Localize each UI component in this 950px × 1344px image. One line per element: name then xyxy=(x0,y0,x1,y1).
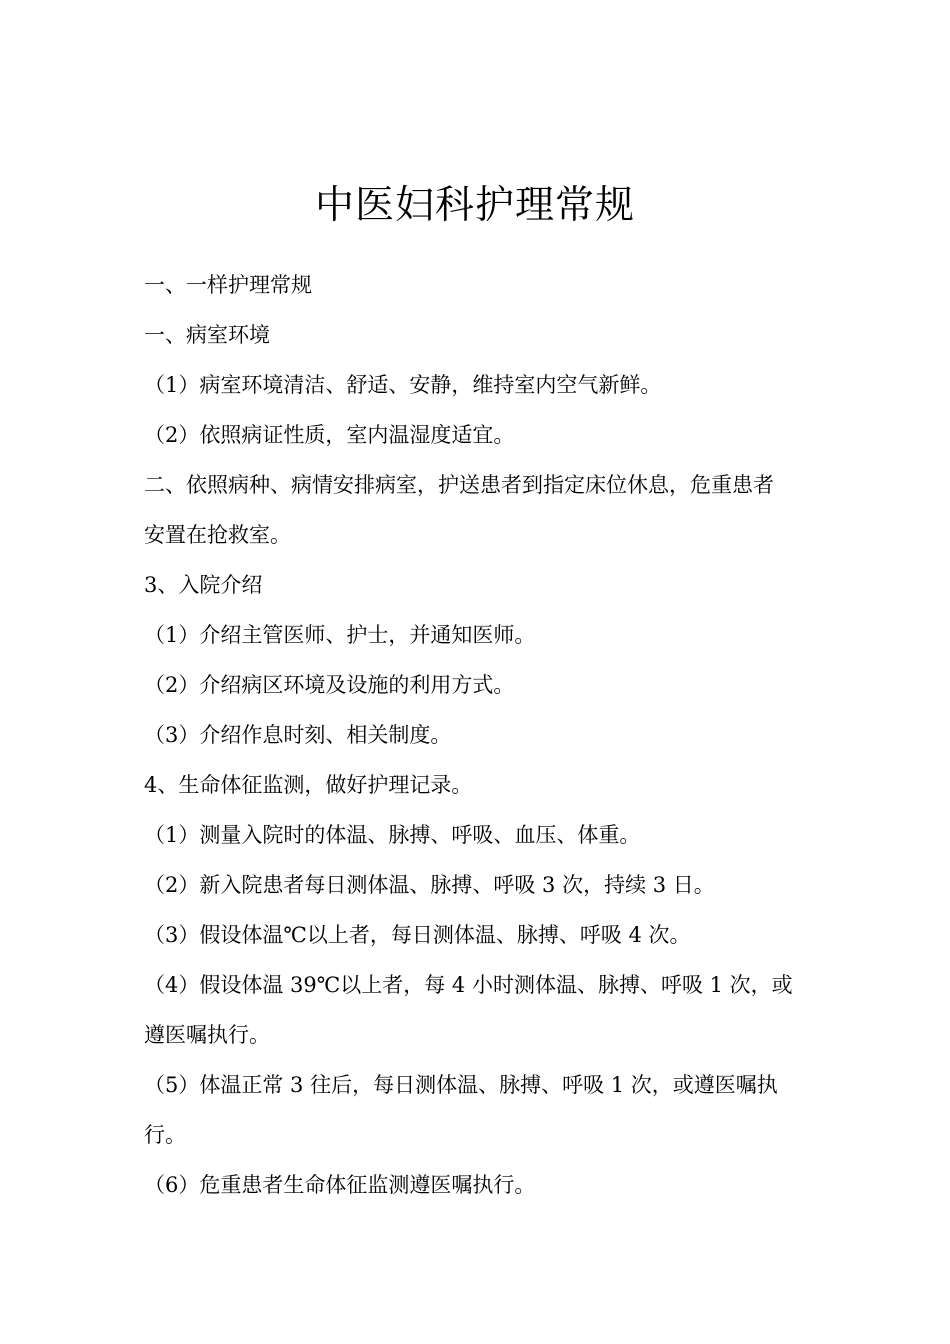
paragraph-line: （5）体温正常 3 往后，每日测体温、脉搏、呼吸 1 次，或遵医嘱执 xyxy=(144,1073,778,1097)
paragraph-line: （6）危重患者生命体征监测遵医嘱执行。 xyxy=(144,1173,536,1197)
paragraph-line: （1）病室环境清洁、舒适、安静，维持室内空气新鲜。 xyxy=(144,373,662,397)
paragraph-line: 行。 xyxy=(144,1123,186,1147)
paragraph-line: （2）介绍病区环境及设施的利用方式。 xyxy=(144,673,515,697)
paragraph-line: （2）新入院患者每日测体温、脉搏、呼吸 3 次，持续 3 日。 xyxy=(144,873,715,897)
paragraph-line: （3）介绍作息时刻、相关制度。 xyxy=(144,723,452,747)
paragraph-line: （1）测量入院时的体温、脉搏、呼吸、血压、体重。 xyxy=(144,823,641,847)
paragraph-line: （4）假设体温 39℃以上者，每 4 小时测体温、脉搏、呼吸 1 次，或 xyxy=(144,973,793,997)
paragraph-line: 安置在抢救室。 xyxy=(144,523,291,547)
paragraph-line: 一、病室环境 xyxy=(144,323,270,347)
paragraph-line: 一、一样护理常规 xyxy=(144,273,312,297)
paragraph-line: 3、入院介绍 xyxy=(144,573,263,597)
paragraph-line: 二、依照病种、病情安排病室，护送患者到指定床位休息，危重患者 xyxy=(144,473,774,497)
document-title: 中医妇科护理常规 xyxy=(314,183,635,228)
paragraph-line: 遵医嘱执行。 xyxy=(144,1023,270,1047)
paragraph-line: 4、生命体征监测，做好护理记录。 xyxy=(144,773,473,797)
document-body xyxy=(144,260,814,1210)
paragraph-line: （2）依照病证性质，室内温湿度适宜。 xyxy=(144,423,515,447)
paragraph-line: （3）假设体温℃以上者，每日测体温、脉搏、呼吸 4 次。 xyxy=(144,923,691,947)
paragraph-line: （1）介绍主管医师、护士，并通知医师。 xyxy=(144,623,536,647)
